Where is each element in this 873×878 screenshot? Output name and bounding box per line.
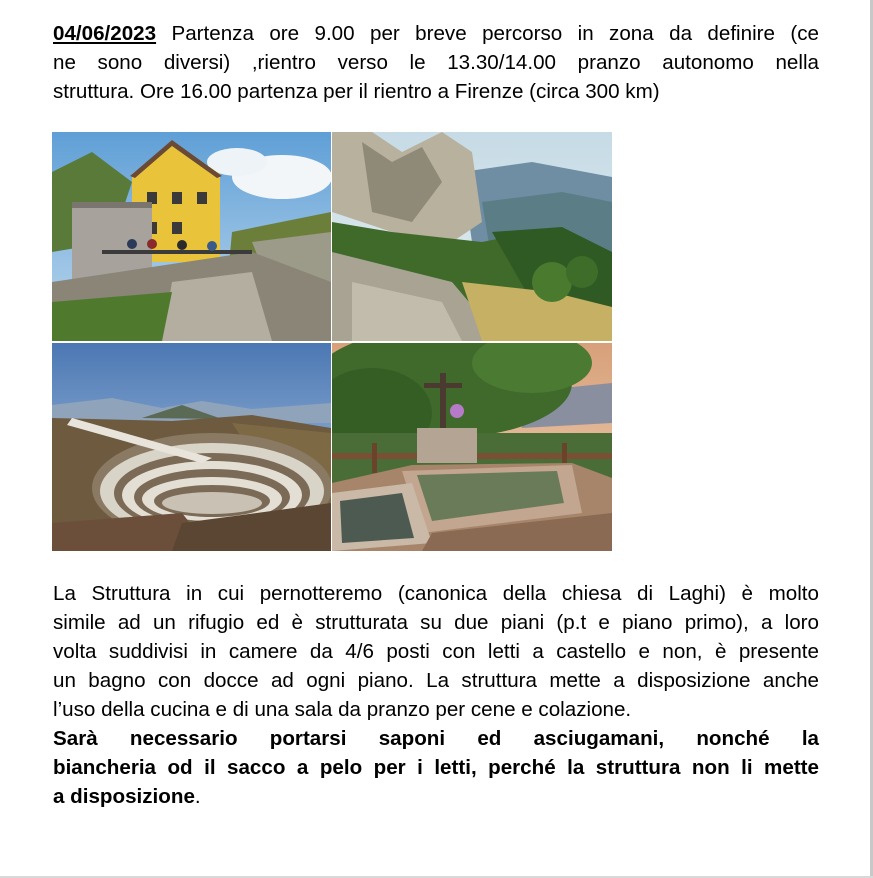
date-label: 04/06/2023 [53, 22, 157, 45]
ossuary-memorial-photo [52, 343, 331, 551]
schedule-line-2: ne sono diversi) ,rientro verso le 13.30/14.00 pranzo autonomo nella [53, 51, 819, 74]
fountain-crucifix-photo [332, 343, 612, 551]
schedule-paragraph [53, 19, 819, 106]
schedule-line-3: struttura. Ore 16.00 partenza per il rientro a Firenze (circa 300 km) [53, 80, 660, 103]
mountain-refuge-photo [52, 132, 331, 341]
notice-line-3 [53, 782, 819, 811]
accommodation-paragraph [53, 579, 819, 811]
accommodation-line-1: La Struttura in cui pernotteremo (canonica della chiesa di Laghi) è molto [53, 582, 819, 605]
notice-line-2: biancheria od il sacco a pelo per i letti, perché la struttura non li mette [53, 756, 819, 779]
notice-line-1: Sarà necessario portarsi saponi ed asciugamani, nonché la [53, 727, 819, 750]
accommodation-line-4: un bagno con docce ad ogni piano. La struttura mette a disposizione anche [53, 669, 819, 692]
schedule-line-1: 04/06/2023 Partenza ore 9.00 per breve percorso in zona da definire (ce [53, 22, 819, 45]
accommodation-line-5: l’uso della cucina e di una sala da pranzo per cene e colazione. [53, 698, 632, 721]
notice-bold-end: a disposizione [53, 785, 195, 808]
notice-period: . [194, 785, 201, 808]
accommodation-line-2: simile ad un rifugio ed è strutturata su due piani (p.t e piano primo), a loro [53, 611, 819, 634]
mountain-cliffs-photo [332, 132, 612, 341]
accommodation-line-3: volta suddivisi in camere da 4/6 posti con letti a castello e non, è presente [53, 640, 819, 663]
